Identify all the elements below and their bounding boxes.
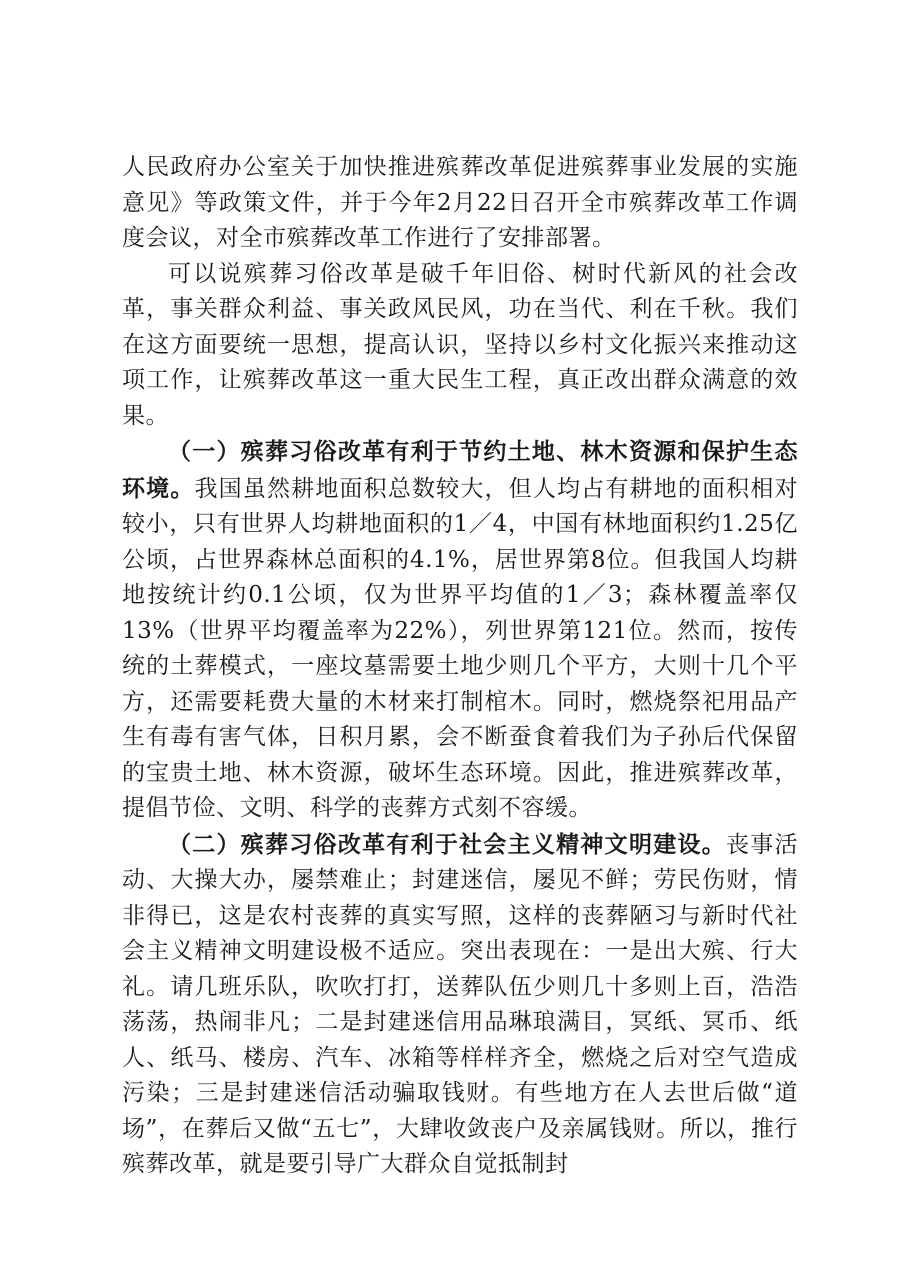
document-body bbox=[122, 150, 798, 1183]
paragraph-text: 我国虽然耕地面积总数较大，但人均占有耕地的面积相对较小，只有世界人均耕地面积的1／4，中国有林地面积约1.25亿公顷，占世界森林总面积的4.1%，居世界第8位。但我国人均耕地按统计约0.1公顷，仅为世界平均值的1／3；森林覆盖率仅13%（世界平均覆盖率为22%），列世界第121位。然而，按传统的土葬模式，一座坟墓需要土地少则几个平方，大则十几个平方，还需要耗费大量的木材来打制棺木。同时，燃烧祭祀用品产生有毒有害气体，日积月累，会不断蚕食着我们为子孙后代保留的宝贵土地、林木资源，破坏生态环境。因此，推进殡葬改革，提倡节俭、文明、科学的丧葬方式刻不容缓。 bbox=[122, 475, 798, 821]
paragraph-continuation bbox=[122, 150, 798, 257]
paragraph-text: 可以说殡葬习俗改革是破千年旧俗、树时代新风的社会改革，事关群众利益、事关政风民风，功在当代、利在千秋。我们在这方面要统一思想，提高认识，坚持以乡村文化振兴来推动这项工作，让殡葬改革这一重大民生工程，真正改出群众满意的效果。 bbox=[122, 260, 798, 429]
section-heading: （二）殡葬习俗改革有利于社会主义精神文明建设。 bbox=[168, 830, 726, 858]
paragraph-reform-significance bbox=[122, 257, 798, 435]
paragraph-text: 丧事活动、大操大办，屡禁难止；封建迷信，屡见不鲜；劳民伤财，情非得已，这是农村丧葬的真实写照，这样的丧葬陋习与新时代社会主义精神文明建设极不适应。突出表现在：一是出大殡、行大礼。请几班乐队，吹吹打打，送葬队伍少则几十多则上百，浩浩荡荡，热闹非凡；二是封建迷信用品琳琅满目，冥纸、冥币、纸人、纸马、楼房、汽车、冰箱等样样齐全，燃烧之后对空气造成污染；三是封建迷信活动骗取钱财。有些地方在人去世后做“道场”，在葬后又做“五七”，大肆收敛丧户及亲属钱财。所以，推行殡葬改革，就是要引导广大群众自觉抵制封 bbox=[122, 831, 799, 1177]
paragraph-section-one bbox=[122, 434, 798, 827]
section-heading: （一）殡葬习俗改革有利于节约土地、林木资源和保护生态环境。 bbox=[122, 438, 798, 502]
paragraph-section-two bbox=[122, 827, 798, 1183]
paragraph-text: 人民政府办公室关于加快推进殡葬改革促进殡葬事业发展的实施意见》等政策文件，并于今年2月22日召开全市殡葬改革工作调度会议，对全市殡葬改革工作进行了安排部署。 bbox=[122, 154, 798, 251]
